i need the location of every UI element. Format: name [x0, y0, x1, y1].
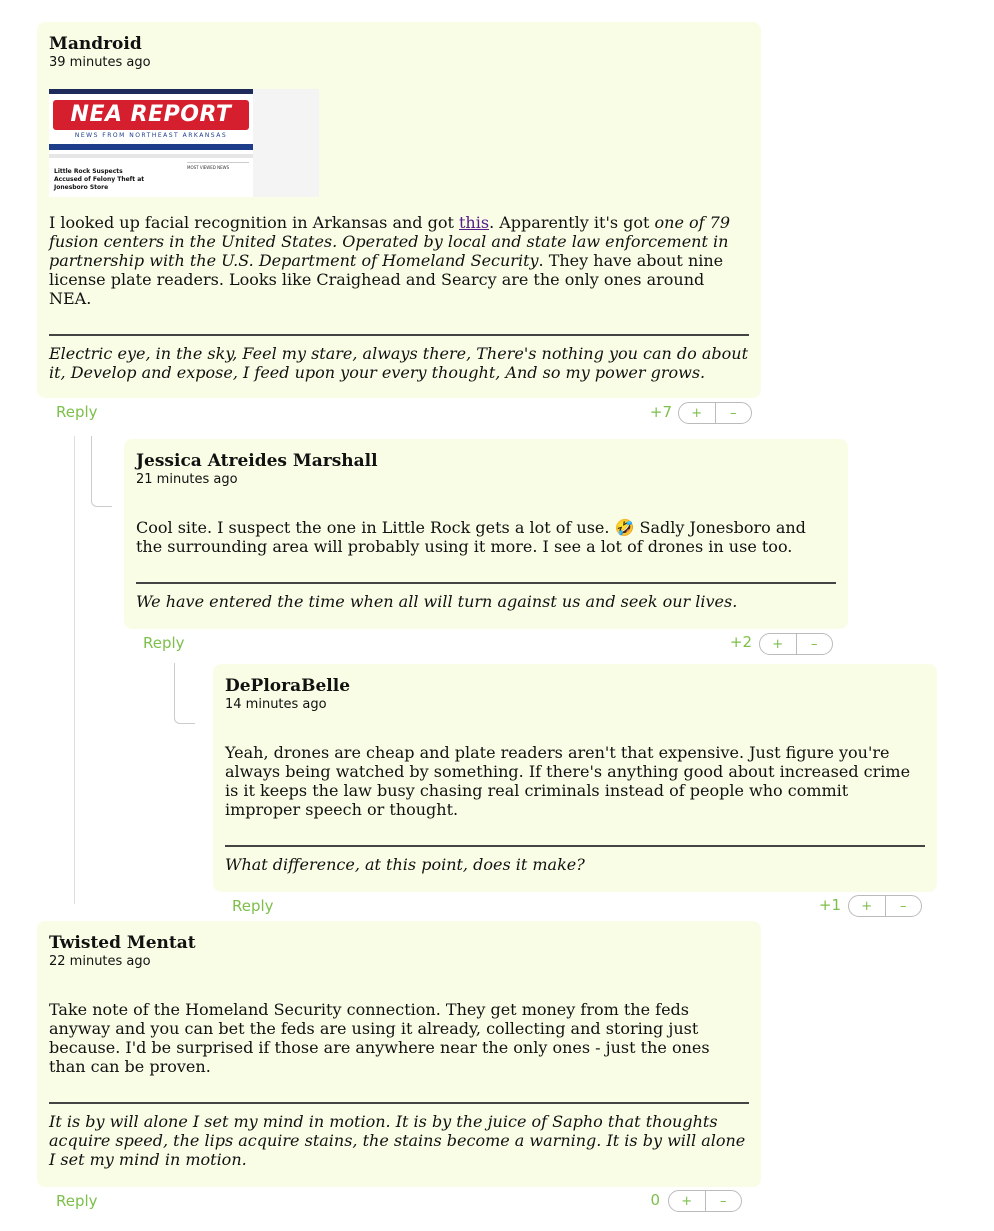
link-preview-thumbnail[interactable] — [49, 89, 319, 197]
nea-report-logo: NEA REPORT — [53, 100, 249, 130]
comment-body: I looked up facial recognition in Arkansas and got this. Apparently it's got one of 79 fusion centers in the United States. Operated by local and state law enforcement in partnership with the U.S. Department of Homeland Security. They have about nine license plate readers. Looks like Craighead and Searcy are the only ones around NEA. — [49, 213, 731, 308]
link-preview-image — [49, 89, 253, 197]
reply-button[interactable]: Reply — [143, 634, 185, 652]
comment-card — [37, 921, 761, 1187]
vote-control — [848, 895, 922, 917]
reply-button[interactable]: Reply — [56, 1192, 98, 1210]
comment-author[interactable]: Twisted Mentat — [49, 933, 196, 953]
upvote-button[interactable]: + — [772, 636, 784, 652]
thread-line — [74, 436, 75, 904]
thumbnail-sidebar: MOST VIEWED NEWS — [187, 162, 249, 191]
comment-signature: What difference, at this point, does it make? — [225, 855, 585, 874]
thumbnail-headline: Little Rock Suspects Accused of Felony Theft at Jonesboro Store — [54, 168, 145, 191]
comment-timestamp[interactable]: 21 minutes ago — [136, 472, 238, 487]
comment-link[interactable]: this — [459, 213, 490, 232]
comment-signature: We have entered the time when all will turn against us and seek our lives. — [136, 592, 738, 611]
comment-author[interactable]: DePloraBelle — [225, 676, 351, 696]
upvote-button[interactable]: + — [681, 1193, 693, 1209]
thumbnail-tagline: NEWS FROM NORTHEAST ARKANSAS — [74, 132, 228, 139]
vote-score: +7 — [649, 403, 672, 421]
signature-divider — [49, 1102, 749, 1104]
comment-timestamp[interactable]: 39 minutes ago — [49, 55, 151, 70]
comment-card — [124, 439, 848, 629]
comment-timestamp[interactable]: 14 minutes ago — [225, 697, 327, 712]
comment-body: Cool site. I suspect the one in Little Rock gets a lot of use. 🤣 Sadly Jonesboro and the surrounding area will probably using it more. I see a lot of drones in use too. — [136, 518, 806, 556]
vote-control — [759, 633, 833, 655]
downvote-button[interactable]: – — [705, 1191, 742, 1211]
thread-elbow — [174, 663, 195, 724]
signature-divider — [225, 845, 925, 847]
rofl-emoji-icon: 🤣 — [614, 518, 635, 537]
comment-timestamp[interactable]: 22 minutes ago — [49, 954, 151, 969]
comment-author[interactable]: Jessica Atreides Marshall — [136, 451, 378, 471]
vote-score: 0 — [650, 1191, 660, 1209]
vote-score: +2 — [729, 633, 752, 651]
upvote-button[interactable]: + — [691, 405, 703, 421]
comment-card — [37, 22, 761, 398]
comment-signature: Electric eye, in the sky, Feel my stare, always there, There's nothing you can do about it, Develop and expose, I feed upon your every thought, And so my power grows. — [49, 344, 748, 382]
reply-button[interactable]: Reply — [56, 403, 98, 421]
comment-author[interactable]: Mandroid — [49, 34, 142, 54]
comment-body: Yeah, drones are cheap and plate readers aren't that expensive. Just figure you're always being watched by something. If there's anything good about increased crime is it keeps the law busy chasing real criminals instead of people who commit improper speech or thought. — [225, 743, 911, 819]
vote-control — [668, 1190, 742, 1212]
comment-body: Take note of the Homeland Security connection. They get money from the feds anyway and you can bet the feds are using it already, collecting and storing just because. I'd be surprised if those are anywhere near the only ones - just the ones than can be proven. — [49, 1000, 710, 1076]
reply-button[interactable]: Reply — [232, 897, 274, 915]
vote-control — [678, 402, 752, 424]
comment-card — [213, 664, 937, 892]
comment-signature: It is by will alone I set my mind in motion. It is by the juice of Sapho that thoughts acquire speed, the lips acquire stains, the stains become a warning. It is by will alone I set my mind in motion. — [49, 1112, 746, 1169]
vote-score: +1 — [818, 896, 841, 914]
upvote-button[interactable]: + — [861, 898, 873, 914]
downvote-button[interactable]: – — [796, 634, 833, 654]
signature-divider — [136, 582, 836, 584]
signature-divider — [49, 334, 749, 336]
downvote-button[interactable]: – — [885, 896, 922, 916]
thread-elbow — [91, 436, 112, 507]
downvote-button[interactable]: – — [715, 403, 752, 423]
